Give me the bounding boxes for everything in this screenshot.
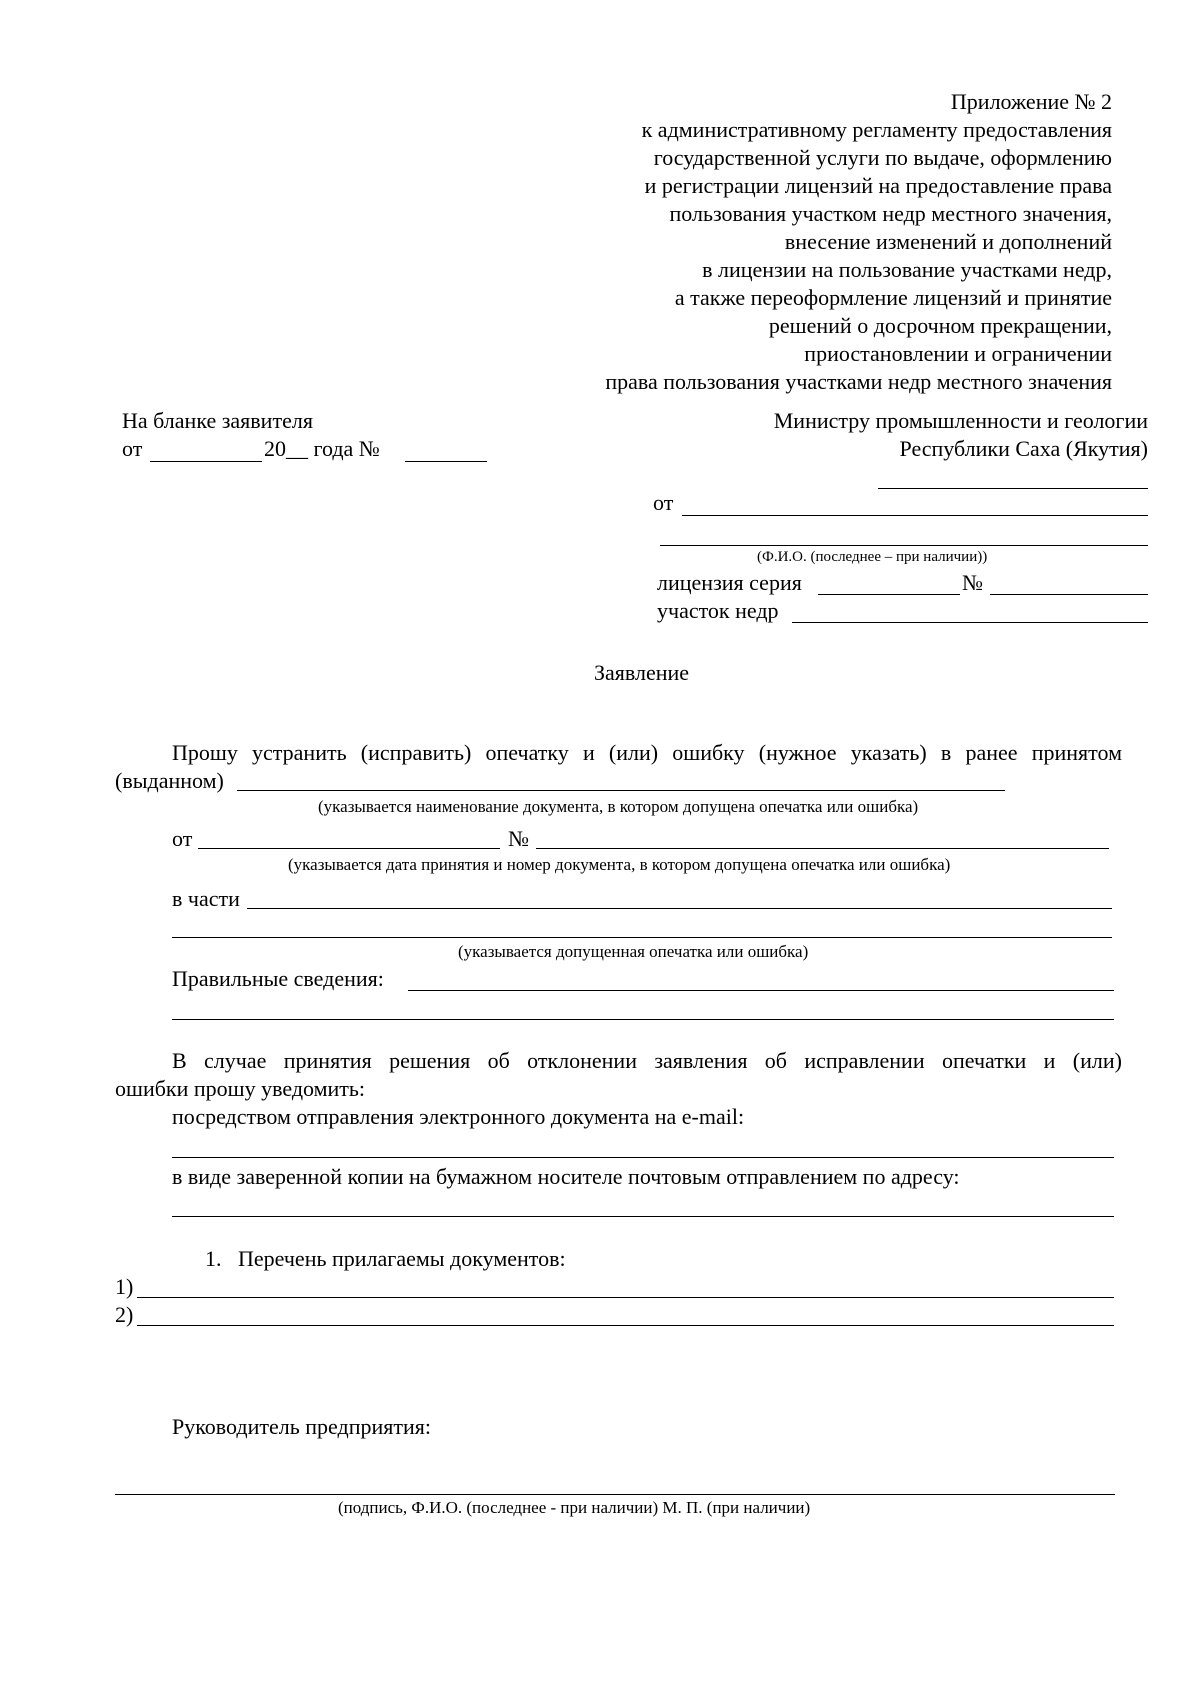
address-line[interactable] xyxy=(172,1216,1114,1217)
reject-line2: ошибки прошу уведомить: xyxy=(115,1076,366,1101)
appendix-line: пользования участком недр местного значения, xyxy=(669,201,1112,226)
addressee-from-line[interactable] xyxy=(682,515,1148,516)
signature-caption: (подпись, Ф.И.О. (последнее - при наличии) М. П. (при наличии) xyxy=(338,1498,811,1517)
attachment-line-2[interactable] xyxy=(137,1325,1114,1326)
reject-line1: В случае принятия решения об отклонении заявления об исправлении опечатки и (или) xyxy=(172,1048,1122,1073)
appendix-line: приостановлении и ограничении xyxy=(804,341,1112,366)
doc-date-caption: (указывается дата принятия и номер документа, в котором допущена опечатка или ошибка) xyxy=(288,855,951,874)
head-label: Руководитель предприятия: xyxy=(172,1414,431,1439)
appendix-line: Приложение № 2 xyxy=(950,89,1112,114)
attachment-item-2: 2) xyxy=(115,1302,134,1327)
post-option-label: в виде заверенной копии на бумажном носителе почтовым отправлением по адресу: xyxy=(172,1164,960,1189)
appendix-line: права пользования участками недр местного значения xyxy=(605,369,1112,394)
fio-caption: (Ф.И.О. (последнее – при наличии)) xyxy=(757,549,988,565)
email-option-label: посредством отправления электронного документа на e-mail: xyxy=(172,1104,745,1129)
doc-ot-label: от xyxy=(172,826,193,851)
correct-info-label: Правильные сведения: xyxy=(172,966,384,991)
attachments-label: 1. Перечень прилагаемы документов: xyxy=(205,1246,566,1271)
blank-year-label: 20__ года № xyxy=(264,436,380,461)
attachment-line-1[interactable] xyxy=(137,1297,1114,1298)
document-title: Заявление xyxy=(594,660,690,685)
license-number-sign: № xyxy=(962,570,983,595)
doc-name-caption: (указывается наименование документа, в котором допущена опечатка или ошибка) xyxy=(318,797,919,816)
appendix-line: государственной услуги по выдаче, оформлению xyxy=(653,145,1112,170)
appendix-line: решений о досрочном прекращении, xyxy=(768,313,1112,338)
part-line-2[interactable] xyxy=(172,937,1112,938)
addressee-line1: Министру промышленности и геологии xyxy=(773,408,1148,433)
error-caption: (указывается допущенная опечатка или ошибка) xyxy=(458,942,809,961)
request-line2: (выданном) xyxy=(115,768,224,793)
license-series-label: лицензия серия xyxy=(657,570,802,595)
appendix-line: и регистрации лицензий на предоставление права xyxy=(644,173,1112,198)
license-series-line[interactable] xyxy=(818,594,960,595)
blank-ot-label: от xyxy=(122,436,143,461)
correct-info-line[interactable] xyxy=(408,990,1114,991)
blank-number-line[interactable] xyxy=(405,461,487,462)
appendix-line: а также переоформление лицензий и принятие xyxy=(674,285,1112,310)
signature-line[interactable] xyxy=(115,1494,1115,1495)
plot-line[interactable] xyxy=(792,622,1148,623)
license-number-line[interactable] xyxy=(990,594,1148,595)
part-line[interactable] xyxy=(247,908,1112,909)
appendix-header xyxy=(605,88,1112,396)
addressee-line2: Республики Саха (Якутия) xyxy=(899,436,1148,461)
correct-info-line-2[interactable] xyxy=(172,1019,1114,1020)
appendix-line: к административному регламенту предоставления xyxy=(641,117,1112,142)
appendix-line: в лицензии на пользование участками недр, xyxy=(702,257,1112,282)
blank-date-line[interactable] xyxy=(150,461,262,462)
request-line1: Прошу устранить (исправить) опечатку и (или) ошибку (нужное указать) в ранее принятом xyxy=(172,740,1122,765)
addressee-fio-line[interactable] xyxy=(660,545,1148,546)
doc-date-line[interactable] xyxy=(198,848,500,849)
attachment-item-1: 1) xyxy=(115,1274,134,1299)
plot-label: участок недр xyxy=(657,598,779,623)
part-label: в части xyxy=(172,886,240,911)
addressee-ot-label: от xyxy=(653,490,674,515)
addressee-extra-line[interactable] xyxy=(878,488,1148,489)
document-name-line[interactable] xyxy=(237,790,1005,791)
email-line[interactable] xyxy=(172,1157,1114,1158)
doc-number-sign: № xyxy=(508,826,529,851)
doc-number-line[interactable] xyxy=(536,848,1109,849)
appendix-line: внесение изменений и дополнений xyxy=(784,229,1112,254)
blank-label: На бланке заявителя xyxy=(122,408,313,433)
